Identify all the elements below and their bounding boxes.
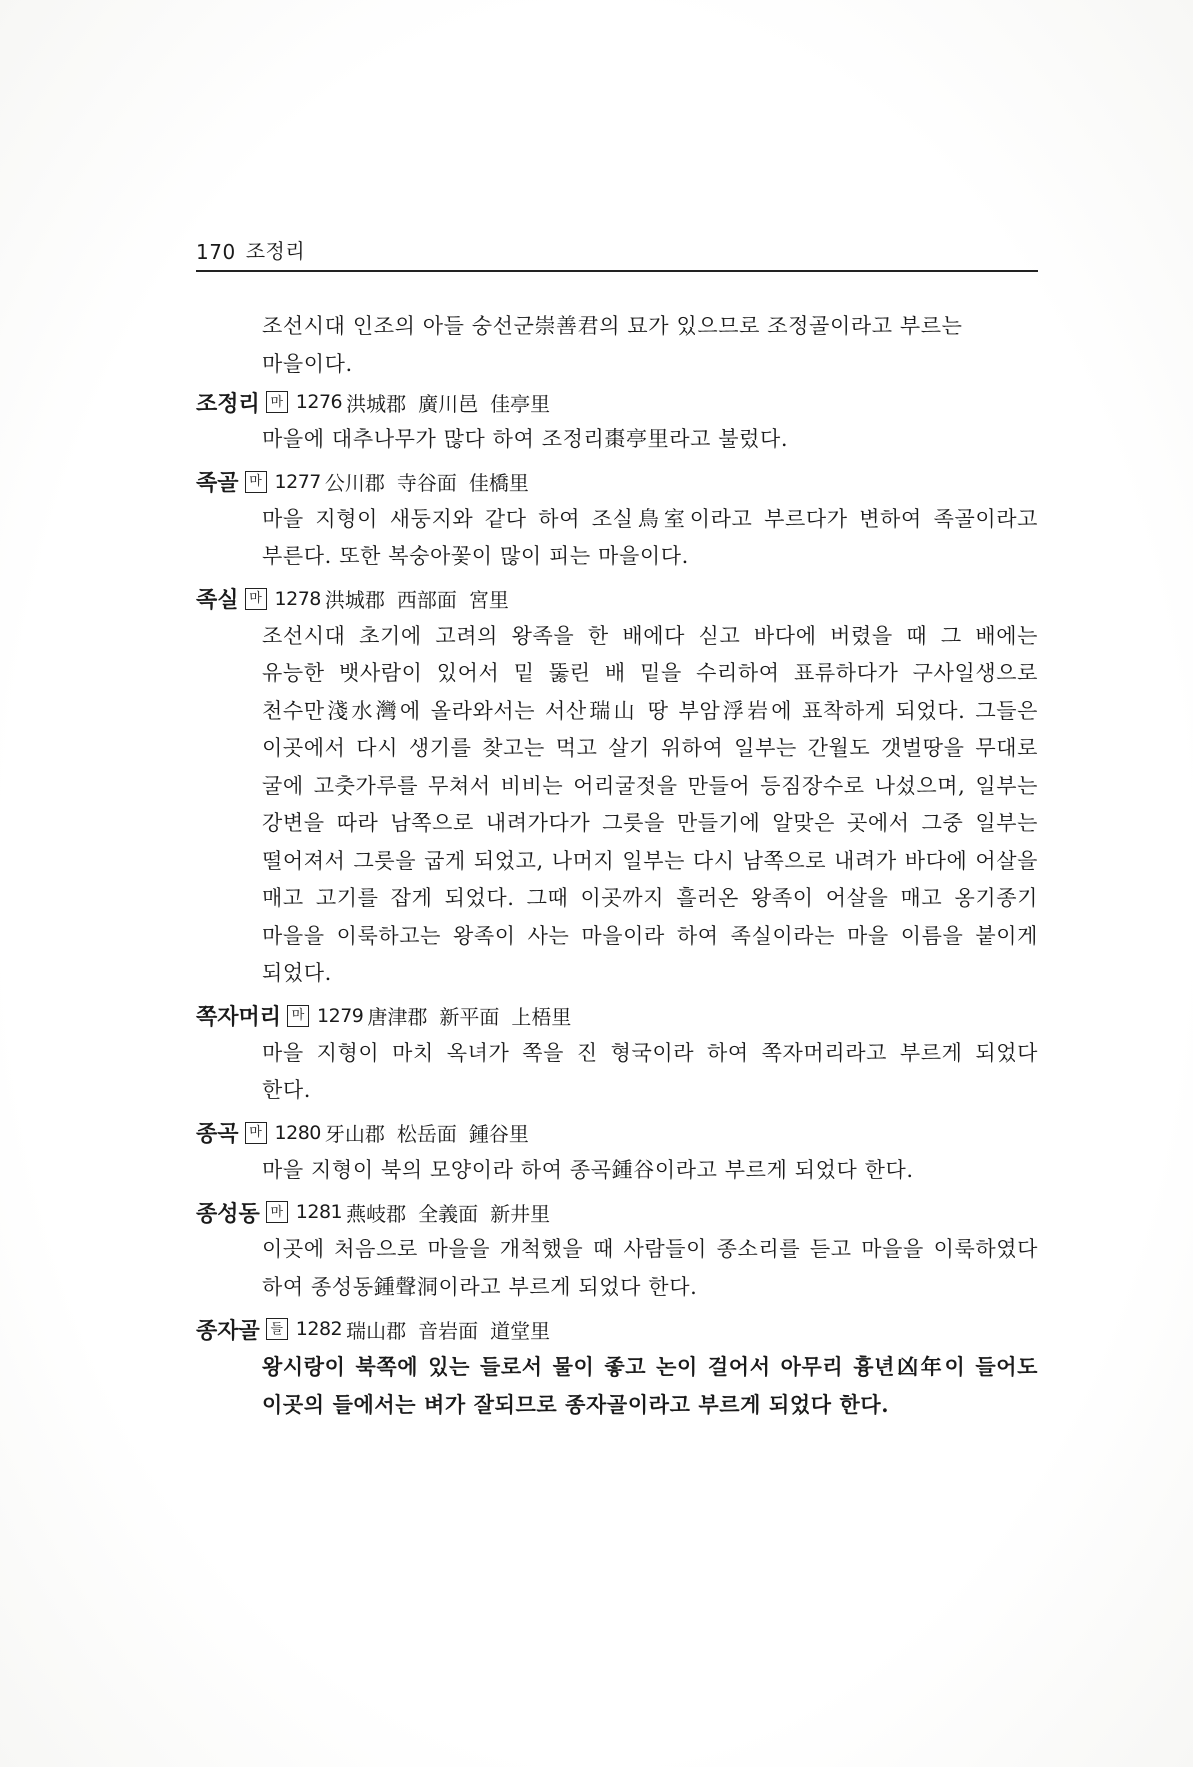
address-town: 廣川邑 xyxy=(418,391,479,416)
running-header xyxy=(196,232,1038,272)
type-mark: 마 xyxy=(266,1201,288,1223)
entry-heading xyxy=(196,383,1038,421)
address-village: 道堂里 xyxy=(490,1318,551,1343)
type-mark: 마 xyxy=(266,391,288,413)
entry-description: 마을 지형이 마치 옥녀가 쪽을 진 형국이라 하여 쪽자머리라고 부르게 되었다 한다. xyxy=(262,1040,1038,1102)
entry-1278 xyxy=(196,580,1038,993)
entry-heading xyxy=(196,580,1038,618)
entry-description: 마을 지형이 북의 모양이라 하여 종곡鍾谷이라고 부르게 되었다 한다. xyxy=(262,1157,914,1182)
type-mark: 마 xyxy=(287,1005,309,1027)
page-body xyxy=(196,308,1038,1427)
address-county: 牙山郡 xyxy=(324,1122,385,1146)
entry-heading xyxy=(196,1193,1038,1231)
type-mark: 마 xyxy=(245,1122,267,1144)
page-number: 170 xyxy=(196,240,236,264)
address-village: 上梧里 xyxy=(511,1005,572,1029)
entry-description: 이곳에 처음으로 마을을 개척했을 때 사람들이 종소리를 듣고 마을을 이룩하였다 하여 종성동鍾聲洞이라고 부르게 되었다 한다. xyxy=(262,1237,1038,1299)
entry-description: 마을 지형이 새둥지와 같다 하여 조실鳥室이라고 부르다가 변하여 족골이라고 부른다. 또한 복숭아꽃이 많이 피는 마을이다. xyxy=(262,506,1038,568)
address-county: 洪城郡 xyxy=(346,391,407,416)
intro-paragraph: 조선시대 인조의 아들 숭선군崇善君의 묘가 있으므로 조정골이라고 부르는 마을이다. xyxy=(262,314,963,376)
entry-1279 xyxy=(196,997,1038,1110)
headword: 족골 xyxy=(196,471,239,496)
entry-description: 왕시랑이 북쪽에 있는 들로서 물이 좋고 논이 걸어서 아무리 흉년凶年이 들어도 이곳의 들에서는 벼가 잘되므로 종자골이라고 부르게 되었다 한다. xyxy=(262,1354,1038,1417)
entry-1276 xyxy=(196,383,1038,459)
address-town: 全義面 xyxy=(418,1201,479,1226)
address-county: 燕岐郡 xyxy=(346,1201,407,1226)
headword: 족실 xyxy=(196,588,239,613)
headword: 조정리 xyxy=(196,391,260,417)
headword: 종성동 xyxy=(196,1201,260,1227)
address-village: 佳亭里 xyxy=(490,391,551,416)
address-village: 佳橋里 xyxy=(468,471,529,495)
reference-number: 1280 xyxy=(274,1121,321,1144)
entry-1282 xyxy=(196,1310,1038,1423)
entry-description: 마을에 대추나무가 많다 하여 조정리棗亭里라고 불렀다. xyxy=(262,427,789,451)
type-mark: 마 xyxy=(245,588,267,610)
entry-1280 xyxy=(196,1114,1038,1190)
entry-heading xyxy=(196,1114,1038,1152)
entry-1277 xyxy=(196,463,1038,576)
reference-number: 1281 xyxy=(295,1201,343,1223)
address-county: 唐津郡 xyxy=(367,1005,428,1029)
entry-description: 조선시대 초기에 고려의 왕족을 한 배에다 싣고 바다에 버렸을 때 그 배에는 유능한 뱃사람이 있어서 밑 뚫린 배 밑을 수리하여 표류하다가 구사일생으로 천수만淺水灣에 올라와서는 서산瑞山 땅 부암浮岩에 표착하게 되었다. 그들은 이곳에서 다시 생기를 찾고는 먹고 살기 위하여 일부는 간월도 갯벌땅을 무대로 굴에 고춧가루를 무쳐서 비비는 어리굴젓을 만들어 등짐장수로 나섰으며, 일부는 강변을 따라 남쪽으로 내려가다가 그릇을 만들기에 알맞은 곳에서 그중 일부는 떨어져서 그릇을 굽게 되었고, 나머지 일부는 다시 남쪽으로 내려가 바다에 어살을 매고 고기를 잡게 되었다. 그때 이곳까지 흘러온 왕족이 어살을 매고 옹기종기 마을을 이룩하고는 왕족이 사는 마을이라 하여 족실이라는 마을 이름을 붙이게 되었다. xyxy=(262,623,1038,985)
entry-heading xyxy=(196,997,1038,1035)
address-village: 鍾谷里 xyxy=(468,1122,529,1146)
type-mark: 마 xyxy=(245,471,267,493)
entry-heading xyxy=(196,463,1038,501)
address-town: 西部面 xyxy=(396,588,457,612)
reference-number: 1276 xyxy=(295,391,343,413)
address-town: 新平面 xyxy=(439,1005,500,1029)
address-county: 公川郡 xyxy=(324,471,385,495)
address-town: 松岳面 xyxy=(396,1122,457,1146)
address-county: 洪城郡 xyxy=(324,588,385,612)
entry-heading xyxy=(196,1310,1038,1348)
reference-number: 1282 xyxy=(295,1318,343,1340)
reference-number: 1278 xyxy=(274,587,321,610)
section-title: 조정리 xyxy=(245,239,306,263)
address-town: 寺谷面 xyxy=(396,471,457,495)
type-mark: 들 xyxy=(266,1318,288,1340)
address-village: 新井里 xyxy=(490,1201,551,1226)
headword: 쪽자머리 xyxy=(196,1005,282,1030)
entry-1281 xyxy=(196,1193,1038,1306)
reference-number: 1277 xyxy=(274,470,321,493)
reference-number: 1279 xyxy=(317,1004,364,1027)
address-town: 音岩面 xyxy=(418,1318,479,1343)
address-village: 宮里 xyxy=(468,588,509,612)
headword: 종곡 xyxy=(196,1122,239,1147)
address-county: 瑞山郡 xyxy=(346,1318,407,1343)
headword: 종자골 xyxy=(196,1318,260,1344)
